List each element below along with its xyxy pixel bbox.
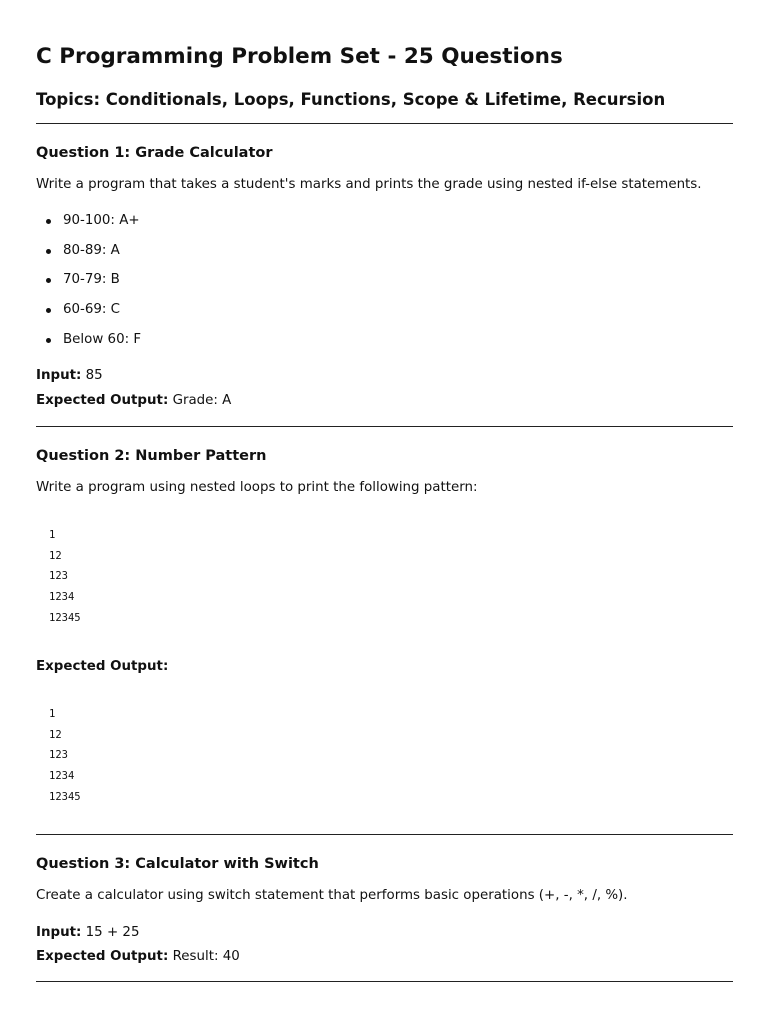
code-line: 1234	[49, 770, 75, 783]
bullet-icon	[46, 278, 51, 283]
page-subtitle: Topics: Conditionals, Loops, Functions, Scope & Lifetime, Recursion	[36, 90, 666, 109]
code-line: 12	[49, 549, 62, 562]
output-value: Result: 40	[172, 949, 240, 964]
code-line: 1234	[49, 591, 75, 604]
bullet-icon	[46, 338, 51, 343]
question-2-heading: Question 2: Number Pattern	[36, 448, 267, 464]
question-1-description: Write a program that takes a student's marks and prints the grade using nested if-else statements.	[36, 177, 702, 192]
pattern-code-block	[49, 525, 81, 629]
document-page: C Programming Problem Set - 25 Questions Topics: Conditionals, Loops, Functions, Scope & Lifetime, Recursion Question 1: Grade Calculator Write a program that takes a student's marks and prints the grade using nested if-else statements. 90-100: A+ 80-89: A 70-79: B 60-69: C Below 60: F Input: 85 Expected Output: Grade: A Question 2: Number Pattern Write a program using nested loops to print the following pattern: 1 12 123 1234 12345 Expected Output: 1 12 123 1234 12345 Question 3: Calculator with Switch Create a calculator using switch statement that performs basic operations (+, -, *, /, %). Input: 15 + 25 Expected Output: Result: 40	[0, 0, 768, 1024]
code-line: 12	[49, 728, 62, 741]
code-line: 1	[49, 529, 56, 541]
code-line: 12345	[49, 790, 81, 803]
code-line: 123	[49, 749, 68, 762]
output-value: Grade: A	[172, 393, 232, 408]
code-line: 12345	[49, 611, 81, 624]
question-3-input	[36, 922, 139, 944]
divider	[36, 834, 733, 835]
bullet-icon	[46, 249, 51, 254]
input-label: Input:	[36, 925, 82, 940]
code-line: 1	[49, 708, 56, 720]
output-label: Expected Output:	[36, 949, 169, 964]
question-2-description: Write a program using nested loops to print the following pattern:	[36, 480, 478, 495]
bullet-icon	[46, 308, 51, 313]
question-1-input	[36, 365, 103, 387]
divider	[36, 981, 733, 982]
divider	[36, 123, 733, 124]
bullet-icon	[46, 219, 51, 224]
question-3-heading: Question 3: Calculator with Switch	[36, 856, 319, 872]
input-label: Input:	[36, 368, 82, 383]
input-value: 15 + 25	[85, 925, 140, 940]
question-3-output	[36, 946, 240, 968]
question-1-output	[36, 390, 231, 412]
code-line: 123	[49, 570, 68, 583]
question-1-heading: Question 1: Grade Calculator	[36, 145, 273, 161]
input-value: 85	[85, 368, 103, 383]
output-label: Expected Output:	[36, 393, 169, 408]
output-code-block	[49, 704, 81, 808]
question-3-description: Create a calculator using switch statement that performs basic operations (+, -, *, /, %).	[36, 888, 628, 903]
question-2-output-label: Expected Output:	[36, 659, 169, 674]
page-title: C Programming Problem Set - 25 Questions	[36, 44, 563, 69]
divider	[36, 426, 733, 427]
